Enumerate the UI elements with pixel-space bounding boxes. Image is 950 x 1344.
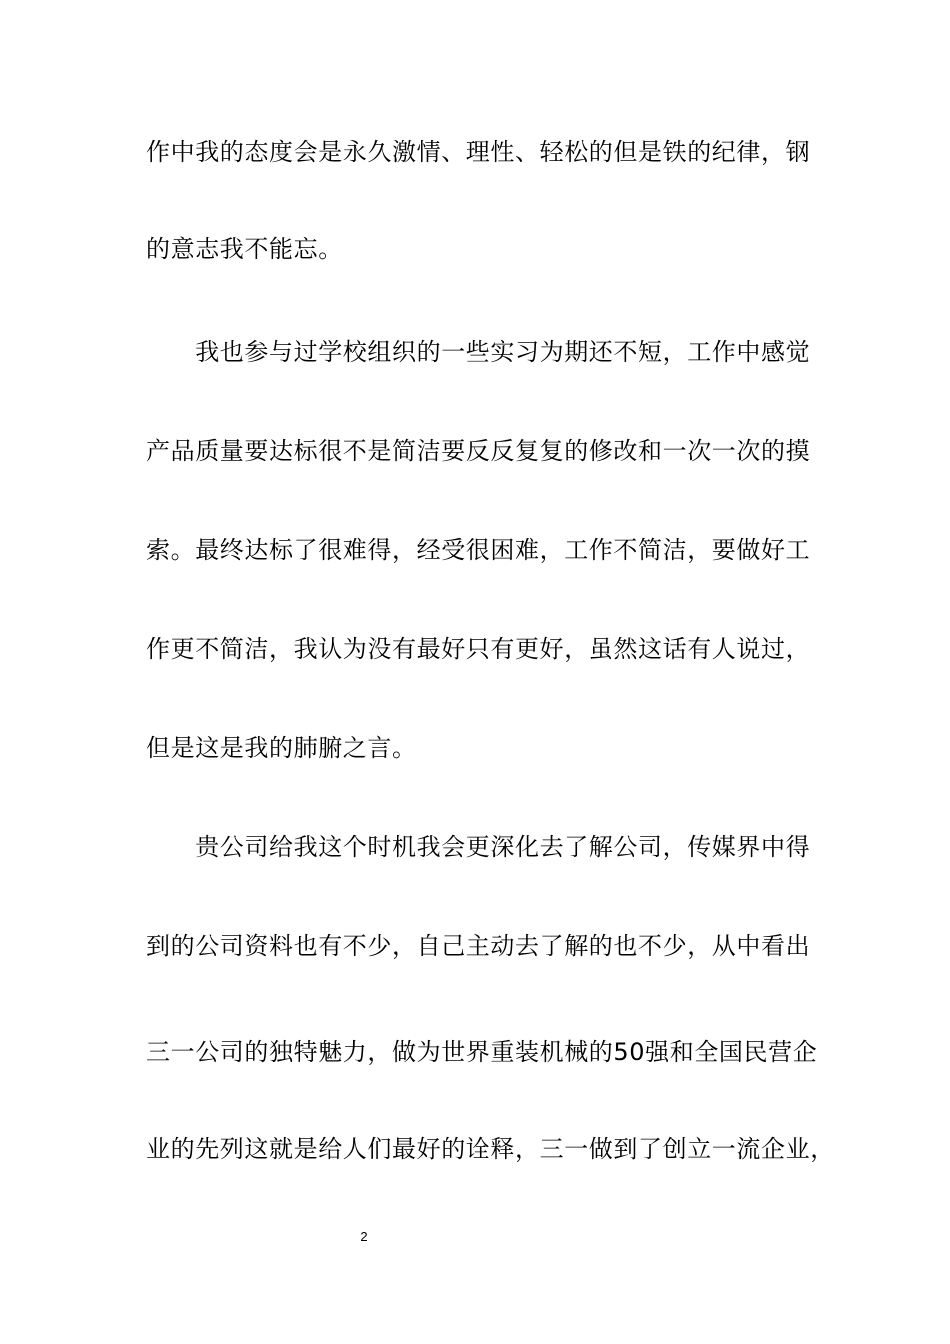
text-line-6: 作更不简洁，我认为没有最好只有更好，虽然这话有人说过， [146,635,811,663]
text-line-10: 三一公司的独特魅力，做为世界重装机械的50强和全国民营企 [146,1038,818,1066]
text-line-11: 业的先列这就是给人们最好的诠释，三一做到了创立一流企业， [146,1135,835,1163]
text-line-3: 我也参与过学校组织的一些实习为期还不短，工作中感觉 [146,338,811,366]
text-line-9: 到的公司资料也有不少，自己主动去了解的也不少，从中看出 [146,932,811,960]
text-line-7: 但是这是我的肺腑之言。 [146,734,417,762]
text-line-5: 索。最终达标了很难得，经受很困难，工作不简洁，要做好工 [146,536,811,564]
page-number: 2 [360,1229,368,1244]
text-line-4: 产品质量要达标很不是简洁要反反复复的修改和一次一次的摸 [146,437,811,465]
text-line-2: 的意志我不能忘。 [146,235,343,263]
text-line-8: 贵公司给我这个时机我会更深化去了解公司，传媒界中得 [146,833,811,861]
text-line-1: 作中我的态度会是永久激情、理性、轻松的但是铁的纪律，钢 [146,138,811,166]
